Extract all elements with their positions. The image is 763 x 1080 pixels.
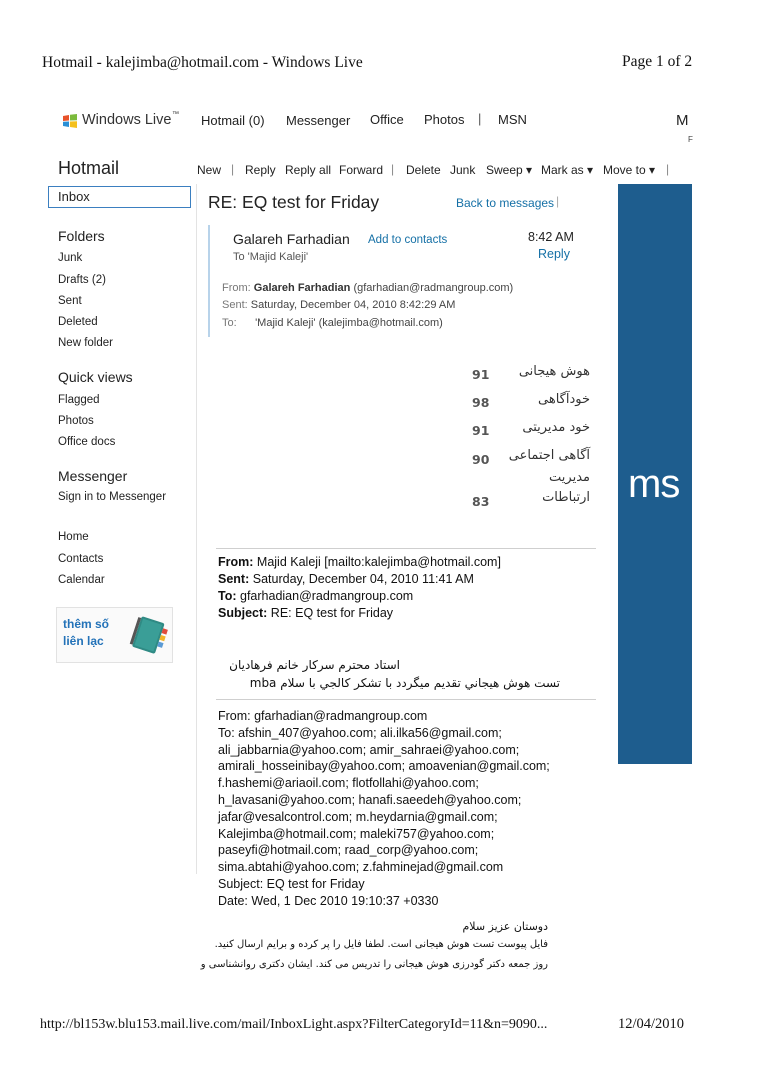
sidebar-title[interactable]: Hotmail — [58, 158, 120, 178]
score-label: خود مدیریتی — [522, 420, 590, 435]
quick-view-office-docs[interactable]: Office docs — [58, 436, 116, 448]
quick-view-photos[interactable]: Photos — [58, 415, 94, 427]
sidebar-item-junk[interactable]: Junk — [58, 252, 83, 264]
from-email: (gfarhadian@radmangroup.com) — [353, 282, 514, 294]
from-name: Galareh Farhadian — [253, 282, 351, 294]
quoted-sent-label: Sent: — [218, 572, 250, 586]
message-subject: RE: EQ test for Friday — [208, 192, 380, 212]
quoted-body-line-2: تست هوش هيجاني تقديم ميگردد با تشکر کالجي با سلام mba — [249, 676, 560, 690]
nav-office[interactable]: Office — [370, 112, 404, 127]
reply-all-button[interactable]: Reply all — [285, 163, 332, 177]
quoted-from-value: Majid Kaleji [mailto:kalejimba@hotmail.com] — [256, 555, 501, 569]
to-label: To: — [222, 317, 237, 329]
nav-cut-off-text-small: F — [688, 135, 693, 144]
quoted-subject-value: RE: EQ test for Friday — [270, 606, 394, 620]
forwarded-header-line: From: gfarhadian@radmangroup.com — [218, 709, 428, 723]
score-label: خودآگاهی — [538, 392, 590, 407]
to-value: 'Majid Kaleji' (kalejimba@hotmail.com) — [255, 317, 443, 329]
sent-label: Sent: — [222, 299, 248, 311]
forwarded-header-line: To: afshin_407@yahoo.com; ali.ilka56@gmail.com; — [218, 725, 502, 740]
sender-name[interactable]: Galareh Farhadian — [233, 231, 350, 247]
toolbar-separator: | — [391, 162, 395, 176]
sidebar-item-inbox[interactable] — [48, 186, 191, 208]
promo-text-line-1: thêm số — [63, 617, 110, 631]
windows-live-logo-icon — [62, 113, 78, 129]
score-value: 91 — [472, 423, 490, 438]
sidebar-item-drafts[interactable]: Drafts (2) — [58, 274, 106, 286]
forwarded-header-line: amirali_hosseinibay@yahoo.com; amoavenian@gmail.com; — [218, 759, 550, 774]
folders-heading: Folders — [58, 228, 105, 244]
from-field — [222, 282, 513, 294]
forwarded-header-line: Kalejimba@hotmail.com; maleki757@yahoo.com; — [218, 826, 495, 841]
sidebar-item-home[interactable]: Home — [58, 531, 89, 543]
quoted-sent-value: Saturday, December 04, 2010 11:41 AM — [252, 572, 474, 586]
new-folder-link[interactable]: New folder — [58, 337, 113, 349]
quoted-subject-label: Subject: — [218, 606, 268, 620]
nav-msn[interactable]: MSN — [498, 112, 527, 127]
quote-divider — [216, 699, 596, 700]
nav-hotmail[interactable]: Hotmail (0) — [201, 113, 265, 128]
print-page-number: Page 1 of 2 — [622, 53, 693, 70]
score-value: 91 — [472, 367, 490, 382]
sign-in-messenger-link[interactable]: Sign in to Messenger — [58, 491, 167, 503]
quoted-from — [218, 555, 501, 569]
message-left-accent — [208, 225, 210, 337]
forwarded-body-line-2: فایل پیوست تست هوش هیجانی است. لطفا فایل را پر کرده و برایم ارسال کنید. — [214, 939, 548, 950]
mark-as-menu[interactable]: Mark as ▾ — [541, 163, 594, 177]
forwarded-header-line: h_lavasani@yahoo.com; hanafi.saeedeh@yahoo.com; — [218, 792, 522, 807]
print-header-title: Hotmail - kalejimba@hotmail.com - Windows Live — [42, 54, 363, 71]
print-footer-url: http://bl153w.blu153.mail.live.com/mail/InboxLight.aspx?FilterCategoryId=11&n=9090... — [40, 1017, 548, 1032]
junk-button[interactable]: Junk — [450, 163, 476, 177]
forwarded-body-line-1: دوستان عزیز سلام — [462, 920, 548, 933]
score-value: 90 — [472, 452, 490, 467]
page-cut-edge — [216, 979, 556, 985]
score-value: 83 — [472, 494, 490, 509]
top-navigation — [62, 111, 702, 144]
trademark-sign: ™ — [172, 111, 179, 118]
quote-divider — [216, 548, 596, 549]
sent-field — [222, 299, 455, 311]
quoted-to-label: To: — [218, 589, 237, 603]
to-field — [222, 317, 443, 329]
from-label: From: — [222, 282, 251, 294]
score-value: 98 — [472, 395, 490, 410]
messenger-heading: Messenger — [58, 468, 128, 484]
to-line: To 'Majid Kaleji' — [233, 251, 309, 263]
msn-advertisement[interactable] — [618, 184, 692, 764]
eq-score-table — [458, 362, 598, 522]
nav-separator: | — [478, 111, 482, 126]
back-to-messages-link[interactable]: Back to messages — [456, 196, 555, 210]
forwarded-header-line: Date: Wed, 1 Dec 2010 19:10:37 +0330 — [218, 893, 439, 908]
forwarded-header-line: Subject: EQ test for Friday — [218, 876, 365, 891]
quoted-to-value: gfarhadian@radmangroup.com — [240, 589, 414, 603]
forwarded-header-line: sima.abtahi@yahoo.com; z.fahminejad@gmail.com — [218, 860, 504, 875]
sent-value: Saturday, December 04, 2010 8:42:29 AM — [250, 299, 456, 311]
quick-view-flagged[interactable]: Flagged — [58, 394, 100, 406]
header-separator: | — [556, 194, 560, 208]
sidebar-item-inbox-label: Inbox — [58, 189, 90, 204]
message-toolbar — [197, 162, 693, 180]
windows-live-brand[interactable]: Windows Live — [82, 112, 172, 128]
address-book-icon — [127, 613, 169, 664]
forwarded-body-line-3: روز جمعه دکتر گودرزی هوش هیجانی را تدریس می کند. ایشان دکتری روانشناسی و — [200, 959, 548, 970]
toolbar-separator: | — [666, 162, 670, 176]
score-label: آگاهی اجتماعی — [508, 448, 590, 463]
content-divider — [196, 184, 197, 874]
print-footer-date: 12/04/2010 — [618, 1016, 685, 1032]
quoted-sent — [218, 572, 474, 586]
msn-ad-text: ms — [628, 462, 680, 506]
sidebar-item-contacts[interactable]: Contacts — [58, 553, 104, 565]
nav-messenger[interactable]: Messenger — [286, 113, 351, 128]
message-time: 8:42 AM — [528, 230, 574, 244]
sweep-menu[interactable]: Sweep ▾ — [486, 163, 533, 177]
quick-views-heading: Quick views — [58, 369, 133, 385]
sidebar-item-sent[interactable]: Sent — [58, 295, 82, 307]
toolbar-separator: | — [231, 162, 235, 176]
score-label: مدیریت — [549, 470, 590, 485]
score-label: ارتباطات — [542, 490, 590, 505]
sidebar-item-deleted[interactable]: Deleted — [58, 316, 98, 328]
reply-link[interactable]: Reply — [538, 247, 570, 261]
quoted-from-label: From: — [218, 555, 254, 569]
add-contacts-promo[interactable] — [56, 607, 173, 663]
score-label: هوش هیجانی — [518, 364, 590, 379]
sidebar-item-calendar[interactable]: Calendar — [58, 574, 105, 586]
forwarded-header-line: jafar@vesalcontrol.com; m.heydarnia@gmail.com; — [218, 809, 498, 824]
forward-button[interactable]: Forward — [339, 163, 384, 177]
sidebar — [48, 158, 198, 678]
nav-cut-off-text: M — [676, 112, 689, 129]
forwarded-header-line: paseyfi@hotmail.com; raad_corp@yahoo.com; — [218, 843, 479, 858]
quoted-subject — [218, 606, 393, 620]
nav-photos[interactable]: Photos — [424, 112, 465, 127]
delete-button[interactable]: Delete — [406, 163, 441, 177]
forwarded-header-line: ali_jabbarnia@yahoo.com; amir_sahraei@yahoo.com; — [218, 742, 520, 757]
quoted-to — [218, 589, 413, 603]
forwarded-header-line: f.hashemi@ariaoil.com; flotfollahi@yahoo.com; — [218, 776, 479, 791]
new-button[interactable]: New — [197, 163, 222, 177]
reply-button[interactable]: Reply — [245, 163, 276, 177]
move-to-menu[interactable]: Move to ▾ — [603, 163, 656, 177]
forwarded-header-block — [218, 708, 550, 910]
quoted-body-line-1: استاد محترم سرکار خانم فرهادیان — [229, 658, 400, 672]
promo-text-line-2: liên lạc — [63, 634, 104, 648]
add-to-contacts-link[interactable]: Add to contacts — [368, 234, 448, 246]
